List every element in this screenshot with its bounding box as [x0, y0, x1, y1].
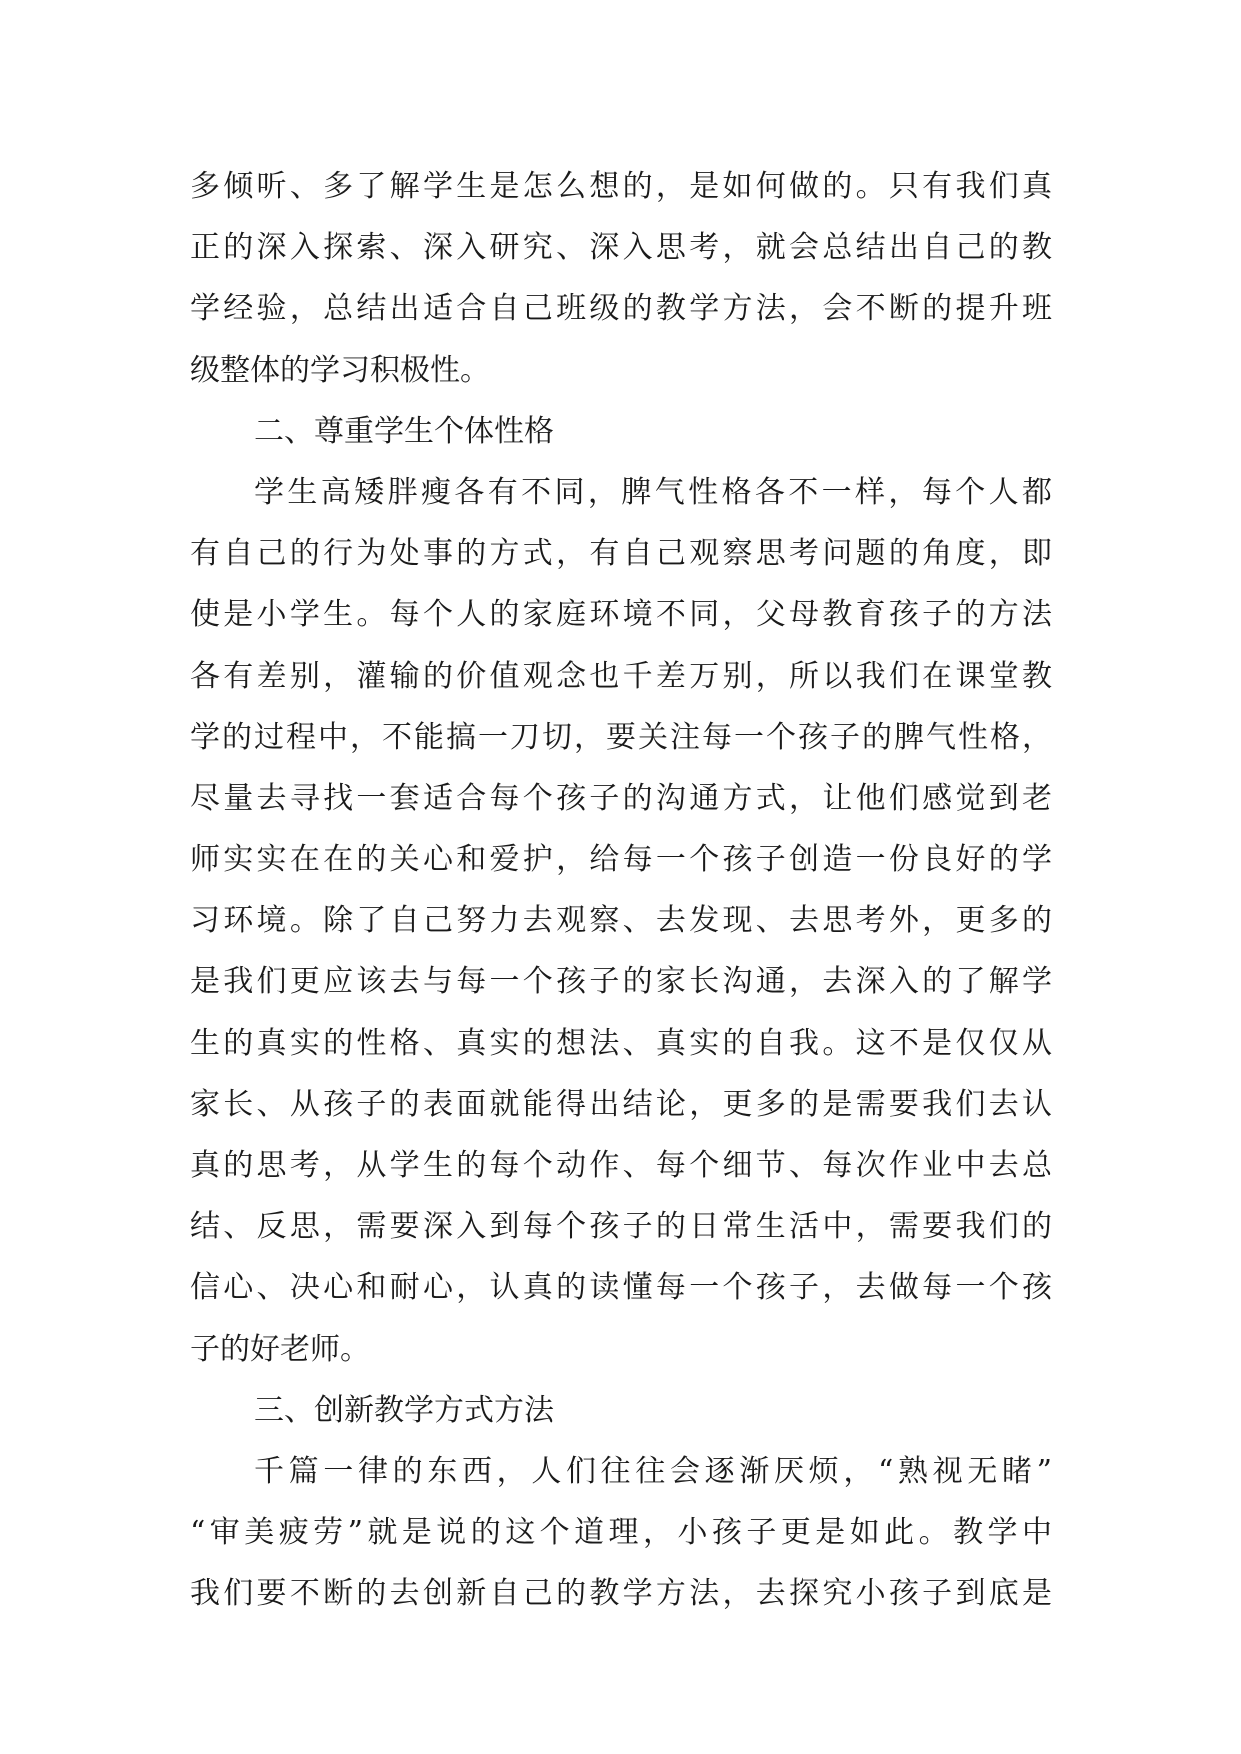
- text-line: 子的好老师。: [190, 1331, 370, 1367]
- text-line: 有自己的行为处事的方式，有自己观察思考问题的角度，即: [190, 536, 1052, 572]
- text-line: 学的过程中，不能搞一刀切，要关注每一个孩子的脾气性格，: [190, 719, 1052, 755]
- text-line: 级整体的学习积极性。: [190, 352, 490, 388]
- text-line: 学生高矮胖瘦各有不同，脾气性格各不一样，每个人都: [254, 474, 1052, 510]
- document-page: [190, 156, 1052, 1625]
- text-line: “审美疲劳”就是说的这个道理，小孩子更是如此。教学中: [190, 1515, 1052, 1551]
- text-line: 真的思考，从学生的每个动作、每个细节、每次作业中去总: [190, 1148, 1052, 1183]
- section-heading: 二、尊重学生个体性格: [254, 413, 554, 449]
- text-line: 我们要不断的去创新自己的教学方法，去探究小孩子到底是: [190, 1576, 1052, 1612]
- text-line: 师实实在在的关心和爱护，给每一个孩子创造一份良好的学: [190, 842, 1052, 878]
- text-line: 多倾听、多了解学生是怎么想的，是如何做的。只有我们真: [190, 169, 1052, 204]
- text-line: 结、反思，需要深入到每个孩子的日常生活中，需要我们的: [190, 1209, 1052, 1245]
- text-line: 各有差别，灌输的价值观念也千差万别，所以我们在课堂教: [190, 658, 1052, 694]
- text-line: 千篇一律的东西，人们往往会逐渐厌烦，“熟视无睹”: [254, 1453, 1052, 1489]
- text-line: 正的深入探索、深入研究、深入思考，就会总结出自己的教: [190, 230, 1052, 266]
- text-line: 尽量去寻找一套适合每个孩子的沟通方式，让他们感觉到老: [190, 780, 1052, 816]
- text-line: 家长、从孩子的表面就能得出结论，更多的是需要我们去认: [190, 1086, 1052, 1122]
- text-line: 学经验，总结出适合自己班级的教学方法，会不断的提升班: [190, 291, 1052, 327]
- text-line: 生的真实的性格、真实的想法、真实的自我。这不是仅仅从: [190, 1025, 1052, 1061]
- text-line: 习环境。除了自己努力去观察、去发现、去思考外，更多的: [190, 903, 1052, 939]
- text-line: 信心、决心和耐心，认真的读懂每一个孩子，去做每一个孩: [190, 1270, 1052, 1306]
- text-line: 是我们更应该去与每一个孩子的家长沟通，去深入的了解学: [190, 964, 1052, 1000]
- text-line: 使是小学生。每个人的家庭环境不同，父母教育孩子的方法: [190, 597, 1052, 633]
- section-heading: 三、创新教学方式方法: [254, 1392, 554, 1428]
